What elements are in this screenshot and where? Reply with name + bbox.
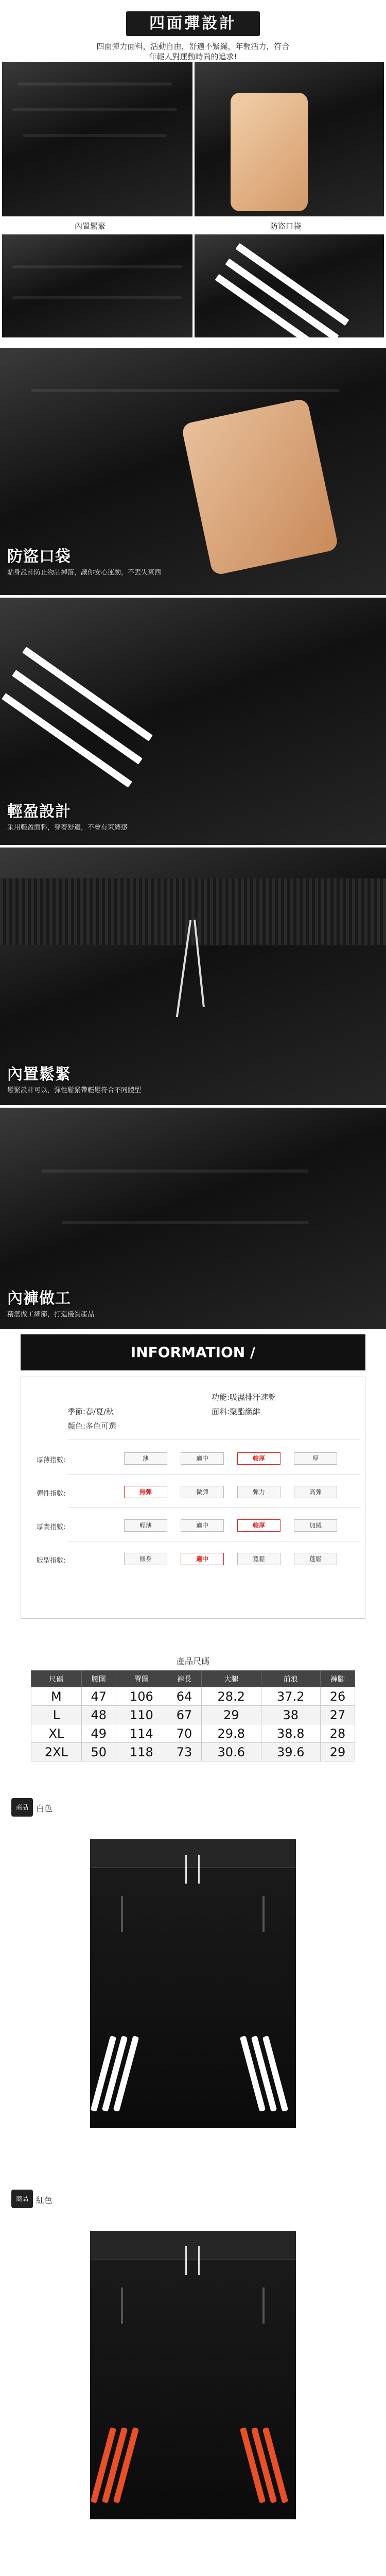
fabric-fold xyxy=(62,1221,309,1224)
size-table xyxy=(31,1670,355,1761)
shorts-image xyxy=(90,2231,296,2519)
rating-label-1: 彈性指數: xyxy=(37,1490,66,1498)
cell: 106 xyxy=(116,1687,167,1706)
rating-1-opt-0: 無彈 xyxy=(124,1486,167,1498)
cell: M xyxy=(31,1687,82,1706)
cell: 29 xyxy=(321,1743,355,1761)
cell: 28 xyxy=(321,1724,355,1743)
cell: 38 xyxy=(261,1706,321,1724)
spec-left-1: 季節:春/夏/秋 xyxy=(67,1407,114,1416)
cell: 26 xyxy=(321,1687,355,1706)
rating-2-opt-2: 較厚 xyxy=(237,1519,280,1532)
col-header: 腰圍 xyxy=(81,1671,116,1687)
cell: 37.2 xyxy=(261,1687,321,1706)
size-table-header xyxy=(31,1671,355,1687)
rating-1-opt-2: 彈力 xyxy=(237,1486,280,1498)
fabric-fold xyxy=(41,1170,309,1173)
cell: 28.2 xyxy=(202,1687,261,1706)
fabric-fold xyxy=(12,296,182,299)
spec-left-2: 顏色:多色可選 xyxy=(67,1421,117,1431)
drawstring xyxy=(185,2246,187,2275)
rating-0-opt-1: 適中 xyxy=(181,1452,224,1465)
zip-pocket xyxy=(121,1896,123,1932)
rating-1-opt-1: 微彈 xyxy=(181,1486,224,1498)
feature-elastic-photo xyxy=(0,848,386,1105)
feature-2-sub: 采用輕盈面料，穿着舒適，不會有束縛感 xyxy=(7,824,128,832)
divider xyxy=(67,1507,361,1508)
stripe xyxy=(235,243,349,326)
waistband xyxy=(0,878,386,945)
zip-pocket xyxy=(262,2287,265,2324)
col-header: 大腿 xyxy=(202,1671,261,1687)
fabric-fold xyxy=(12,108,177,111)
rating-0-opt-3: 厚 xyxy=(294,1452,337,1465)
rating-label-2: 厚實指數: xyxy=(37,1523,66,1531)
phone-image xyxy=(231,93,308,211)
info-title: INFORMATION / xyxy=(130,1344,256,1361)
cell: 64 xyxy=(167,1687,202,1706)
color-label: 紅色 xyxy=(36,2195,53,2205)
spec-right-0: 功能:吸濕排汗速乾 xyxy=(212,1393,276,1402)
product-red xyxy=(0,2164,386,2555)
feature-1-sub: 貼身設計防止物品掉落，讓你安心運動，不丟失東西 xyxy=(7,569,162,577)
photo-stripe-detail xyxy=(195,234,384,337)
waistband xyxy=(90,1839,296,1868)
cell: 114 xyxy=(116,1724,167,1743)
col-header: 臀圍 xyxy=(116,1671,167,1687)
cell: 118 xyxy=(116,1743,167,1761)
col-header: 褲長 xyxy=(167,1671,202,1687)
photo-pocket xyxy=(195,62,384,216)
color-label: 白色 xyxy=(36,1804,53,1814)
intro-line-2: 年輕人對運動時尚的追求! xyxy=(149,52,237,61)
divider xyxy=(67,1474,361,1475)
spec-right-1: 面料:聚酯纖維 xyxy=(212,1407,261,1416)
cell: 30.6 xyxy=(202,1743,261,1761)
feature-light-photo xyxy=(0,598,386,845)
product-white xyxy=(0,1772,386,2164)
table-row xyxy=(31,1724,355,1743)
feature-3-sub: 鬆緊設計可以，彈性鬆緊帶輕鬆符合不同體型 xyxy=(7,1087,142,1094)
fabric-fold xyxy=(12,265,182,268)
photo-waist-detail xyxy=(2,234,192,337)
rating-3-opt-1: 適中 xyxy=(181,1553,224,1565)
product-tag: 商品 xyxy=(11,1798,33,1817)
drawstring xyxy=(198,1855,200,1884)
cell: 73 xyxy=(167,1743,202,1761)
page-title: 四面彈設計 xyxy=(149,14,237,32)
cell: 39.6 xyxy=(261,1743,321,1761)
feature-4-sub: 精湛做工細節，打造優質產品 xyxy=(7,1311,95,1318)
shorts-image xyxy=(90,1839,296,2128)
intro-text xyxy=(0,41,386,62)
cell: 2XL xyxy=(31,1743,82,1761)
feature-4-title: 內褲做工 xyxy=(7,1290,71,1308)
col-header: 尺碼 xyxy=(31,1671,82,1687)
rating-3-opt-3: 蓬鬆 xyxy=(294,1553,337,1565)
feature-1-title: 防盜口袋 xyxy=(7,548,71,566)
rating-label-0: 厚薄指數: xyxy=(37,1456,66,1464)
feature-3-title: 內置鬆緊 xyxy=(7,1065,71,1083)
cell: 29 xyxy=(202,1706,261,1724)
fabric-fold xyxy=(31,389,340,392)
feature-2-title: 輕盈設計 xyxy=(7,803,71,821)
cell: 48 xyxy=(81,1706,116,1724)
cell: 29.8 xyxy=(202,1724,261,1743)
waistband xyxy=(90,2231,296,2260)
size-table-title: 產品尺碼 xyxy=(176,1656,209,1666)
cell: 110 xyxy=(116,1706,167,1724)
table-row xyxy=(31,1706,355,1724)
caption-elastic: 內置鬆緊 xyxy=(75,222,106,231)
cell: 27 xyxy=(321,1706,355,1724)
zip-pocket xyxy=(121,2287,123,2324)
cell: 49 xyxy=(81,1724,116,1743)
fabric-fold xyxy=(23,134,167,137)
photo-waistband xyxy=(2,62,192,216)
stripe xyxy=(215,274,328,337)
cell: 38.8 xyxy=(261,1724,321,1743)
product-tag: 商品 xyxy=(11,2190,33,2208)
drawstring xyxy=(185,1855,187,1884)
rating-2-opt-1: 適中 xyxy=(181,1519,224,1532)
rating-3-opt-2: 寬鬆 xyxy=(237,1553,280,1565)
header-section xyxy=(0,0,386,62)
cell: 70 xyxy=(167,1724,202,1743)
rating-2-opt-0: 輕薄 xyxy=(124,1519,167,1532)
rating-0-opt-2: 較厚 xyxy=(237,1452,280,1465)
rating-label-3: 版型指數: xyxy=(37,1557,66,1565)
feature-lining-photo xyxy=(0,1108,386,1329)
drawstring xyxy=(198,2246,200,2275)
zip-pocket xyxy=(262,1896,265,1932)
rating-1-opt-3: 高彈 xyxy=(294,1486,337,1498)
info-card xyxy=(21,1377,365,1619)
feature-pocket-photo xyxy=(0,348,386,595)
col-header: 褲腳 xyxy=(321,1671,355,1687)
phone-image xyxy=(181,398,339,575)
caption-pocket: 防盜口袋 xyxy=(270,222,302,231)
cell: 47 xyxy=(81,1687,116,1706)
rating-2-opt-3: 加絨 xyxy=(294,1519,337,1532)
cell: L xyxy=(31,1706,82,1724)
table-row xyxy=(31,1743,355,1761)
intro-line-1: 四面彈力面料，活動自由，舒適不緊繃，年輕活力，符合 xyxy=(96,42,290,51)
product-green xyxy=(0,2555,386,2576)
col-header: 前浪 xyxy=(261,1671,321,1687)
rating-3-opt-0: 修身 xyxy=(124,1553,167,1565)
rating-0-opt-0: 薄 xyxy=(124,1452,167,1465)
cell: XL xyxy=(31,1724,82,1743)
fabric-fold xyxy=(17,82,172,86)
cell: 67 xyxy=(167,1706,202,1724)
table-row xyxy=(31,1687,355,1706)
cell: 50 xyxy=(81,1743,116,1761)
